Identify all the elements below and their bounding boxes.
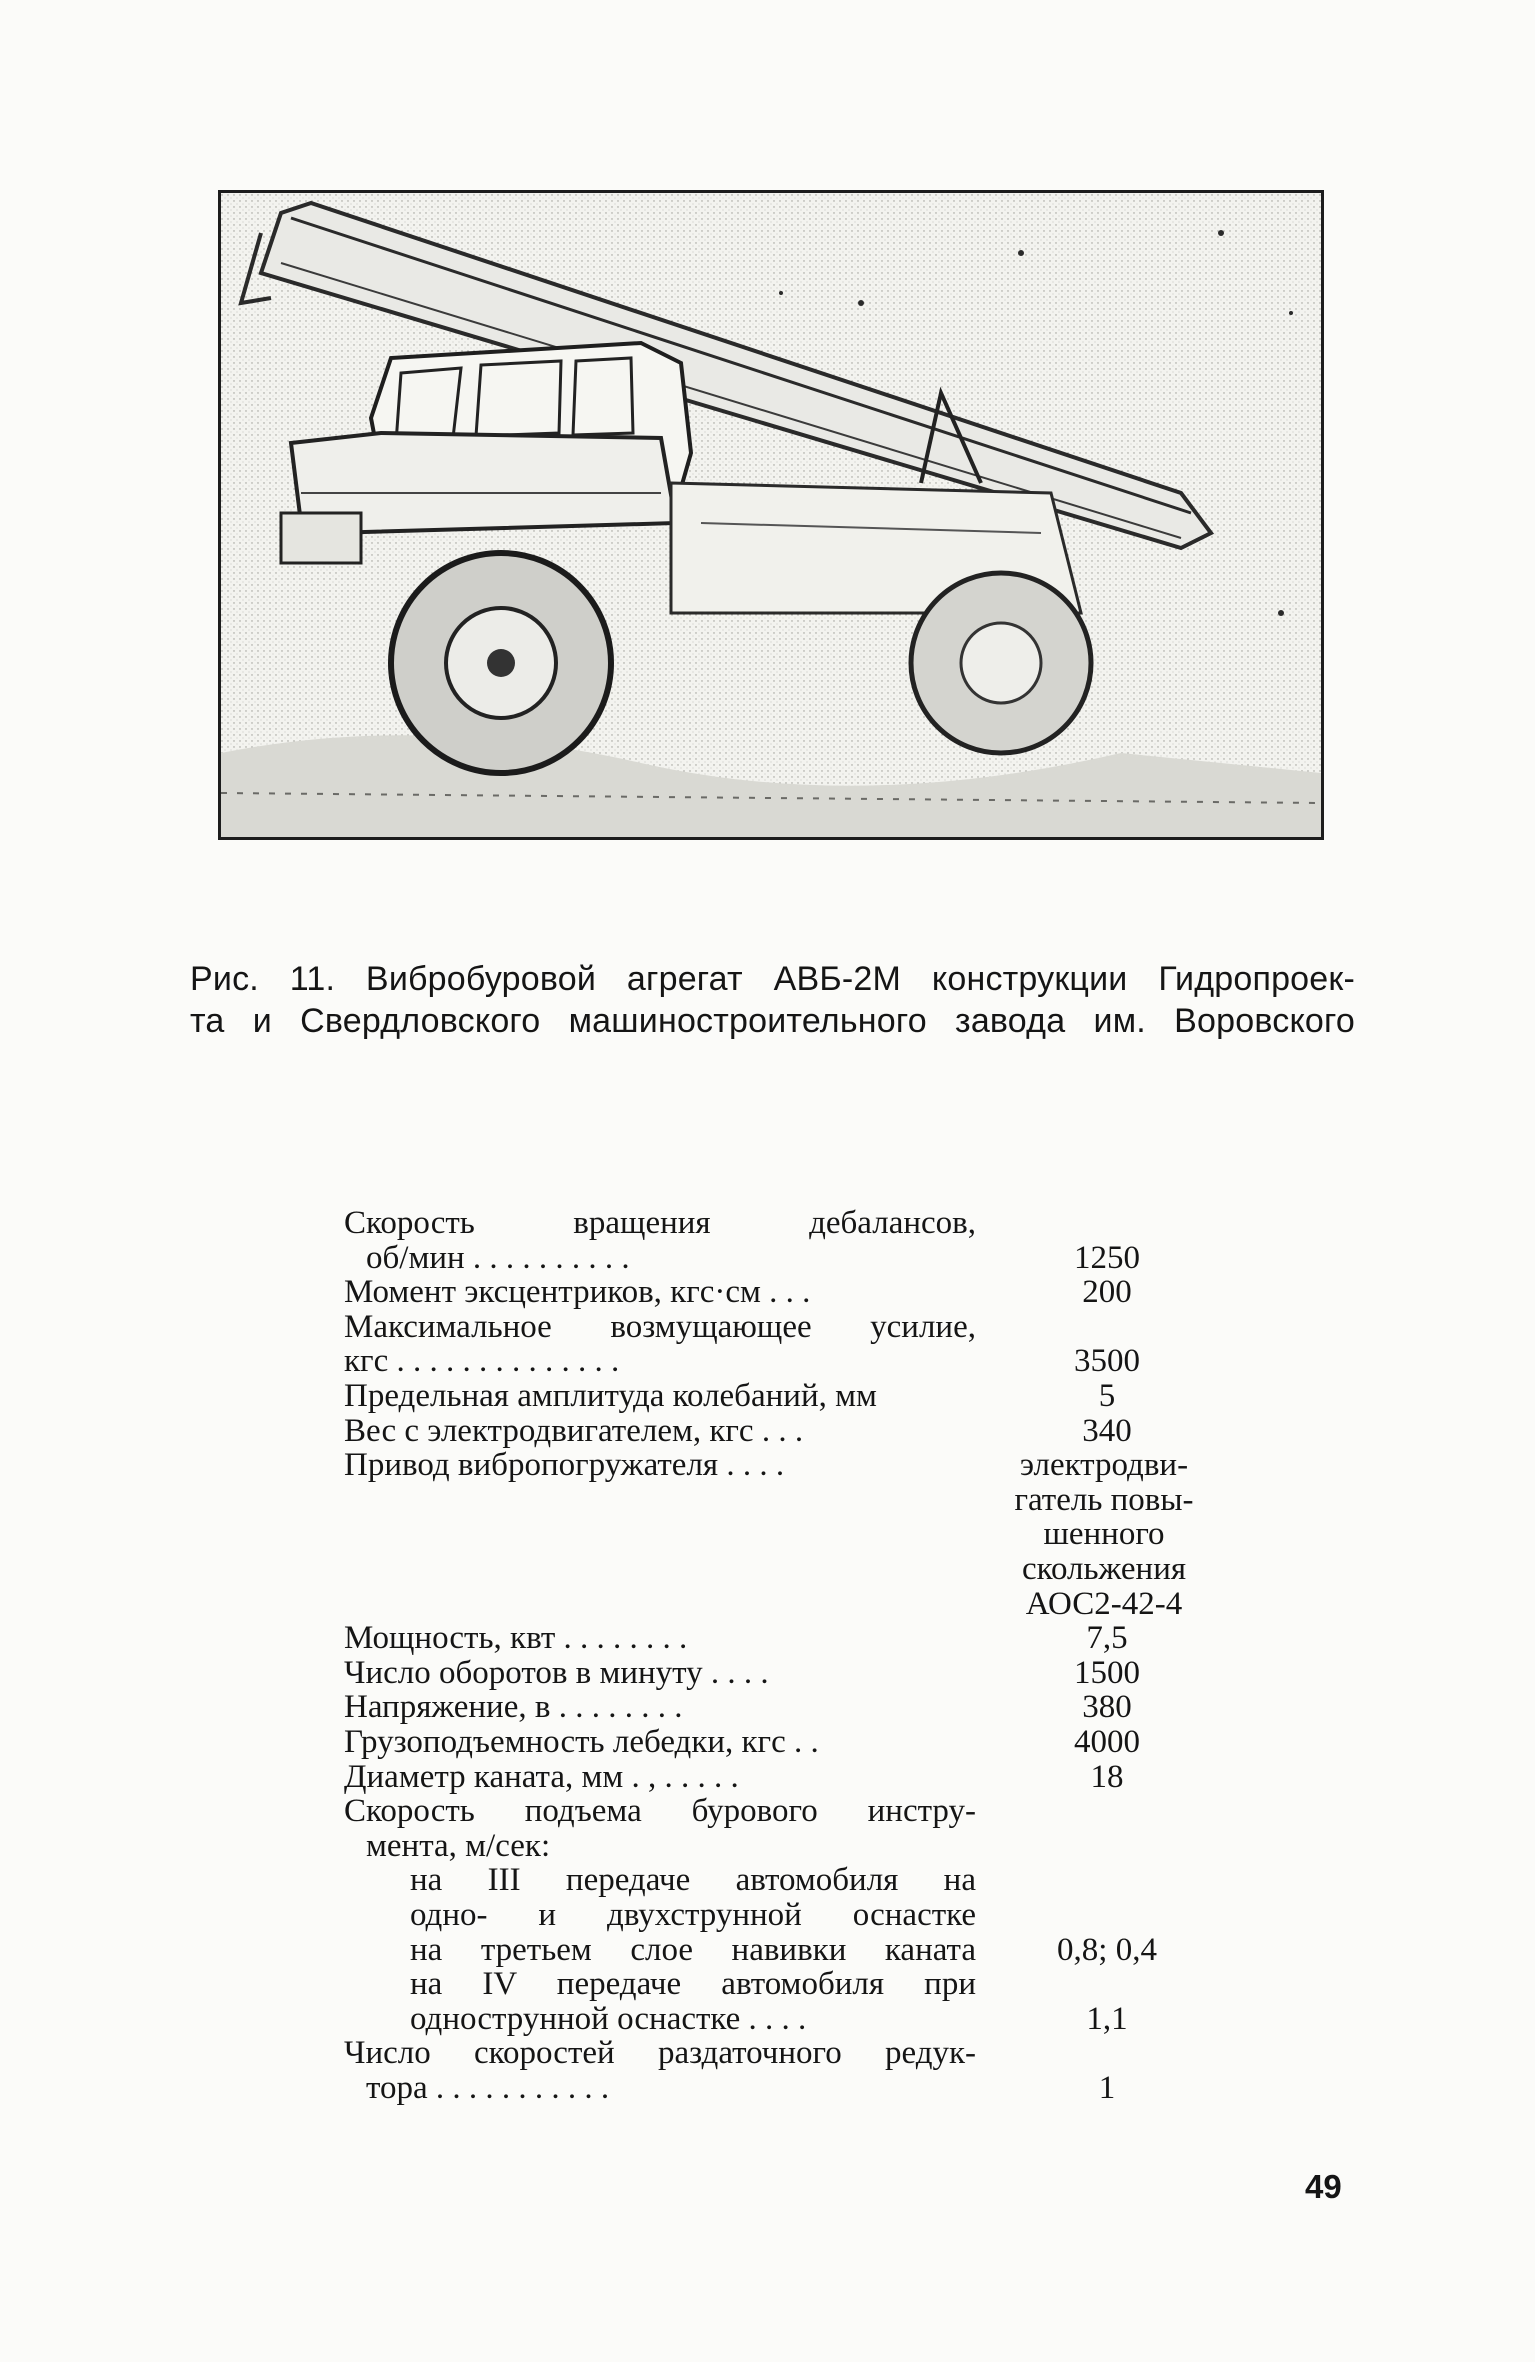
- spec-label: мента, м/сек:: [366, 1828, 551, 1864]
- spec-value-drive: [984, 1448, 1224, 1621]
- spec-value-line: АОС2-42-4: [1025, 1585, 1183, 1622]
- spec-label: Число оборотов в минуту . . . .: [344, 1655, 769, 1691]
- spec-label: Предельная амплитуда колебаний, мм: [344, 1378, 877, 1414]
- spec-label: Напряжение, в . . . . . . . .: [344, 1690, 683, 1725]
- spec-row-amplitude: [344, 1379, 1224, 1414]
- spec-row-rotation-speed-cont: [344, 1241, 1224, 1276]
- spec-label: Мощность, квт . . . . . . . .: [344, 1621, 688, 1656]
- caption-line-2: та и Свердловского машиностроительного завода им. Воровского: [190, 1002, 1355, 1040]
- spec-value: 1250: [1074, 1239, 1140, 1276]
- spec-value: 5: [1098, 1377, 1116, 1414]
- spec-label: об/мин . . . . . . . . . .: [366, 1240, 630, 1276]
- spec-value-line: гатель повы-: [1014, 1481, 1194, 1518]
- spec-value-line: скольжения: [1021, 1550, 1187, 1587]
- spec-value: 1500: [1074, 1654, 1140, 1691]
- drill-truck-photo: [218, 190, 1324, 840]
- figure-caption: [190, 958, 1355, 1042]
- spec-label: Скорость подъема бурового инстру-: [344, 1794, 976, 1829]
- spec-row-power: [344, 1621, 1224, 1656]
- spec-value: 340: [1082, 1412, 1132, 1449]
- spec-value: 200: [1082, 1274, 1132, 1311]
- spec-row-lift-speed-cont: [344, 1829, 1224, 1864]
- spec-value-line: электродви-: [1019, 1447, 1189, 1484]
- spec-row-gear4-2: [344, 2002, 1224, 2037]
- spec-label: Грузоподъемность лебедки, кгс . .: [344, 1724, 819, 1760]
- spec-row-gear3-2: [344, 1898, 1224, 1933]
- specifications-table: [344, 1206, 1224, 2105]
- caption-line-1: Рис. 11. Вибробуровой агрегат АВБ-2М конструкции Гидропроек-: [190, 960, 1355, 998]
- spec-row-max-force-cont: [344, 1344, 1224, 1379]
- spec-row-weight: [344, 1414, 1224, 1449]
- spec-label: на третьем слое навивки каната: [410, 1932, 976, 1968]
- spec-value: 18: [1090, 1758, 1124, 1795]
- spec-row-eccentric-moment: [344, 1275, 1224, 1310]
- spec-row-winch-capacity: [344, 1725, 1224, 1760]
- spec-value-line: шенного: [1043, 1516, 1165, 1553]
- spec-row-rope-diameter: [344, 1760, 1224, 1795]
- spec-value: 0,8; 0,4: [1057, 1931, 1157, 1968]
- spec-label: на IV передаче автомобиля при: [410, 1967, 976, 2002]
- spec-label: тора . . . . . . . . . . .: [366, 2070, 610, 2106]
- spec-label: Привод вибропогружателя . . . .: [344, 1448, 785, 1483]
- spec-value: 380: [1082, 1689, 1132, 1726]
- spec-row-voltage: [344, 1690, 1224, 1725]
- spec-row-drive: [344, 1448, 1224, 1621]
- spec-value: 7,5: [1086, 1620, 1128, 1657]
- spec-value: 3500: [1074, 1343, 1140, 1380]
- spec-label: на III передаче автомобиля на: [410, 1863, 976, 1898]
- drill-truck-photo-icon: [221, 193, 1321, 837]
- spec-label: одно- и двухструнной оснастке: [410, 1897, 976, 1933]
- spec-row-lift-speed: [344, 1794, 1224, 1829]
- spec-row-gearbox-speeds: [344, 2036, 1224, 2071]
- spec-label: Максимальное возмущающее усилие,: [344, 1309, 976, 1345]
- spec-label: Вес с электродвигателем, кгс . . .: [344, 1413, 804, 1449]
- spec-row-gear3-3: [344, 1933, 1224, 1968]
- spec-row-gear3-1: [344, 1863, 1224, 1898]
- spec-label: однострунной оснастке . . . .: [410, 2001, 807, 2037]
- spec-value: 1,1: [1086, 2000, 1128, 2037]
- spec-row-gear4-1: [344, 1967, 1224, 2002]
- spec-row-rpm: [344, 1656, 1224, 1691]
- spec-value: 1: [1098, 2069, 1116, 2106]
- spec-value: 4000: [1074, 1723, 1140, 1760]
- spec-label: Момент эксцентриков, кгс·см . . .: [344, 1275, 811, 1310]
- spec-label: кгс . . . . . . . . . . . . . .: [344, 1344, 620, 1379]
- spec-row-rotation-speed: [344, 1206, 1224, 1241]
- page-number: 49: [1305, 2168, 1342, 2205]
- spec-row-gearbox-speeds-cont: [344, 2071, 1224, 2106]
- spec-label: Скорость вращения дебалансов,: [344, 1206, 976, 1241]
- spec-label: Диаметр каната, мм . , . . . . .: [344, 1759, 739, 1795]
- spec-row-max-force: [344, 1310, 1224, 1345]
- spec-label: Число скоростей раздаточного редук-: [344, 2036, 976, 2071]
